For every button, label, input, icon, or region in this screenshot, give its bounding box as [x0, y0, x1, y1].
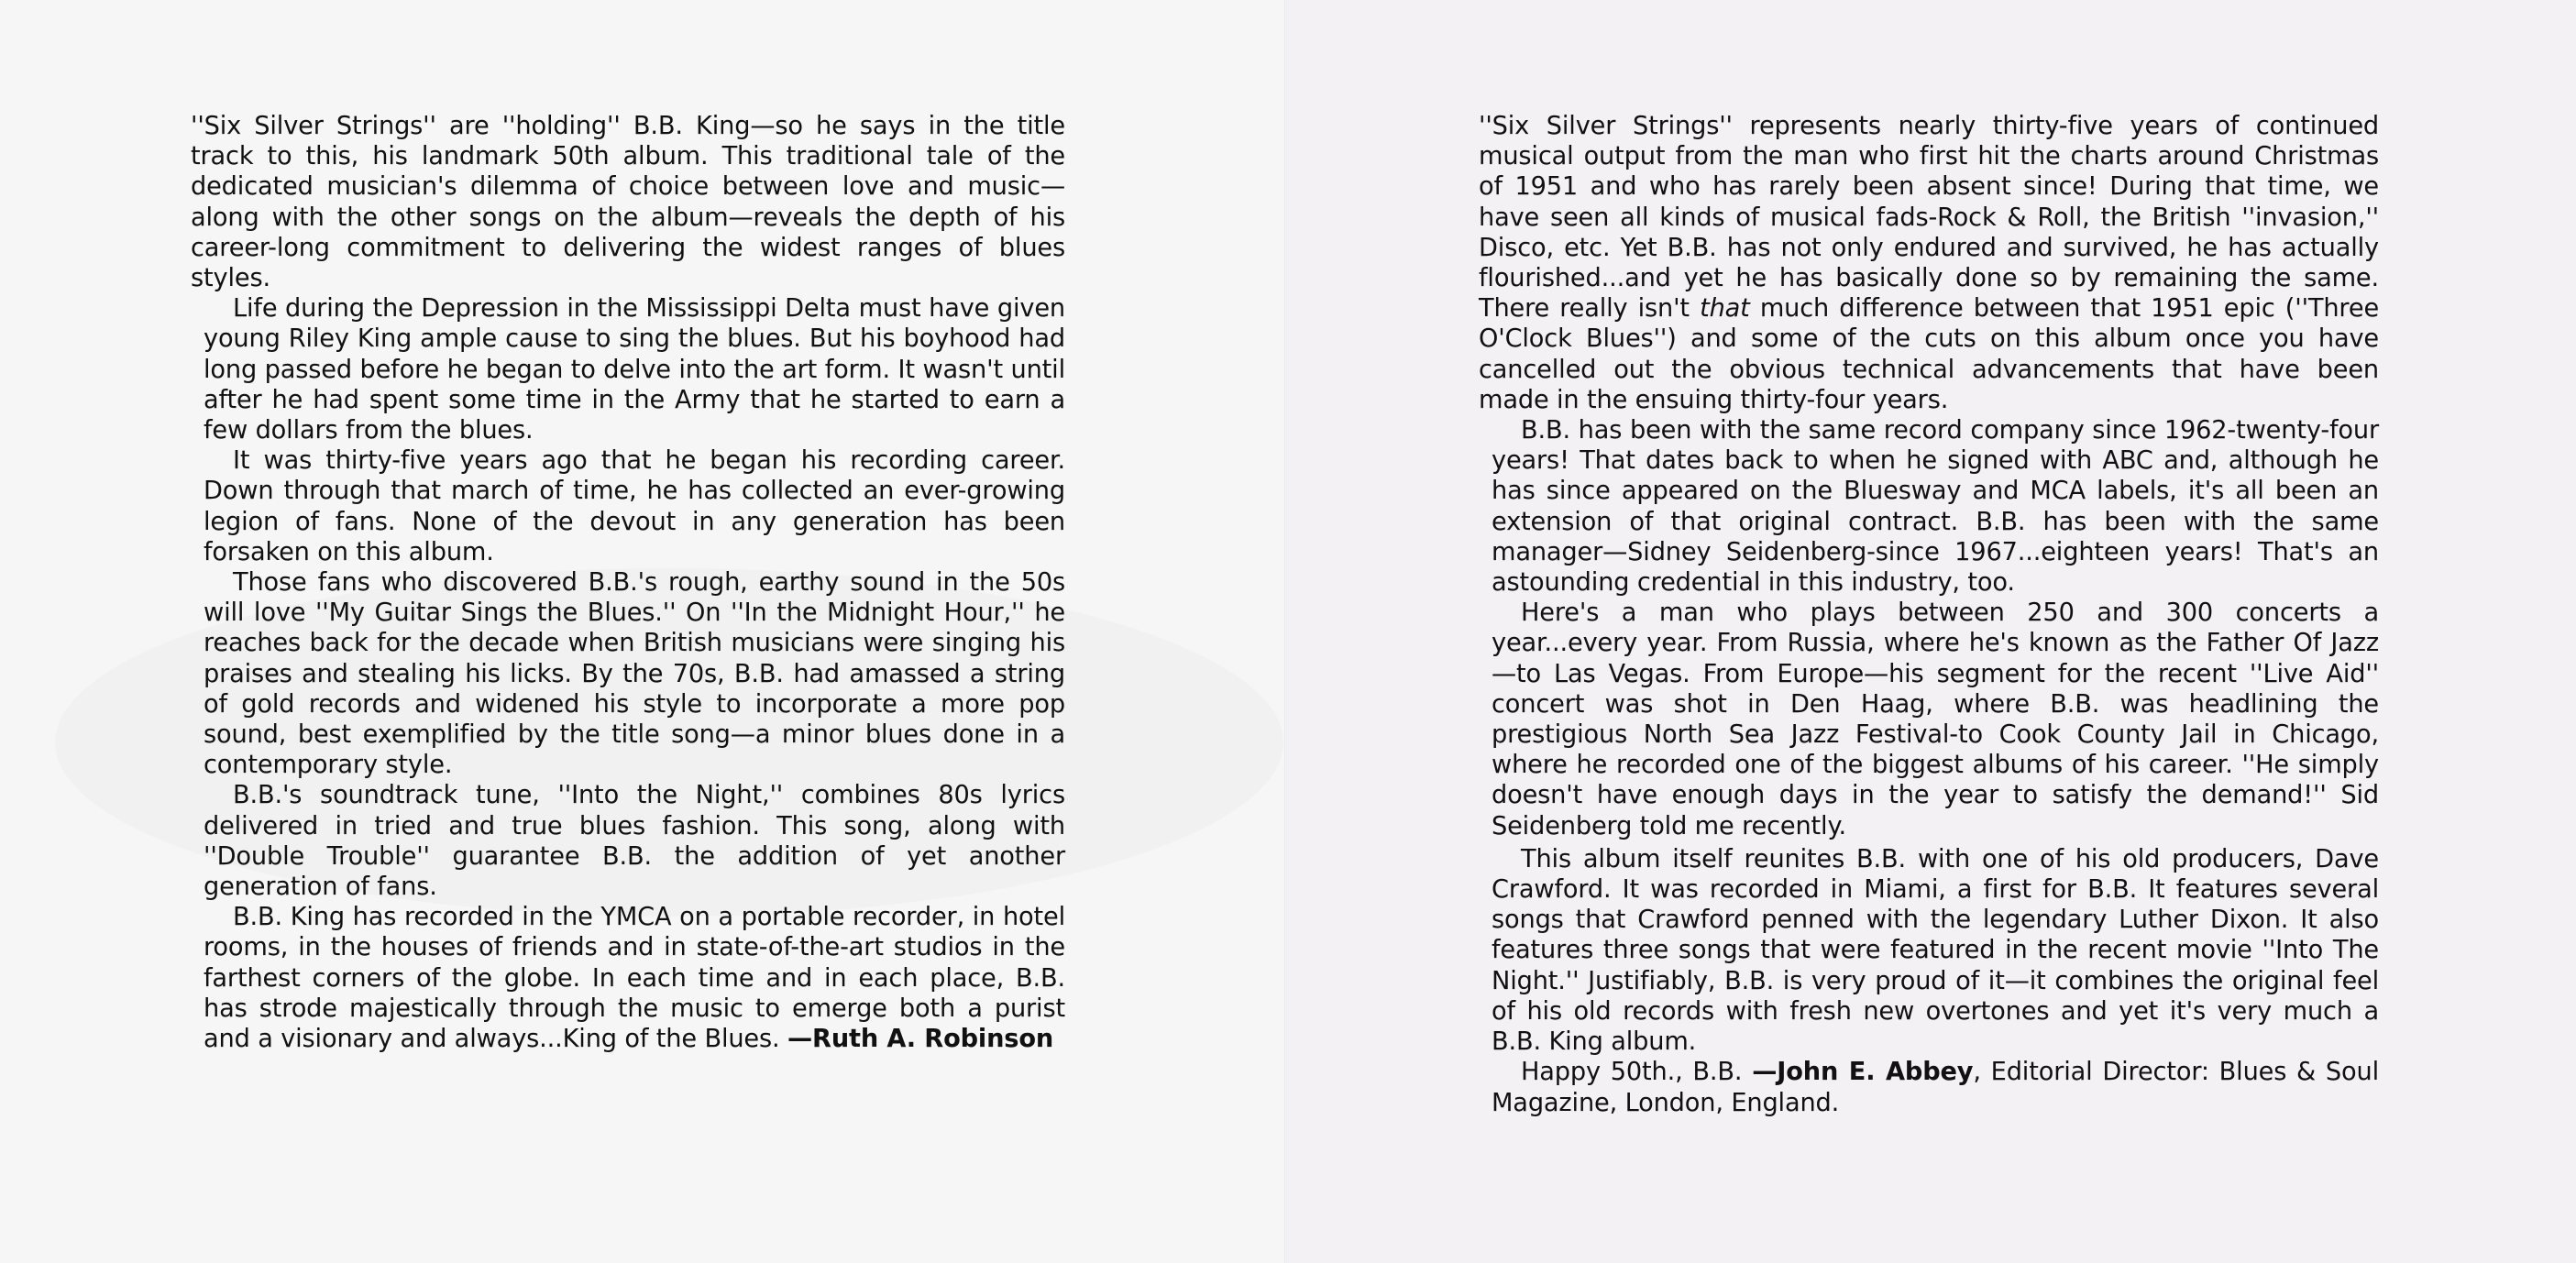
right-liner-notes	[1479, 111, 2380, 1118]
left-paragraph-4: Those fans who discovered B.B.'s rough, earthy sound in the 50s will love ''My Guitar Sings the Blues.'' On ''In the Midnight Hour,'' he reaches back for the decade when British musicians were singing his praises and stealing his licks. By the 70s, B.B. had amassed a string of gold records and widened his style to incorporate a more pop sound, best exemplified by the title song—a minor blues done in a contemporary style.	[204, 568, 1065, 780]
left-paragraph-1: ''Six Silver Strings'' are ''holding'' B.B. King—so he says in the title track to this, his landmark 50th album. This traditional tale of the dedicated musician's dilemma of choice between love and music—along with the other songs on the album—reveals the depth of his career-long commitment to delivering the widest ranges of blues styles.	[191, 112, 1065, 293]
left-liner-notes	[191, 111, 1065, 1054]
left-paragraph-6	[204, 902, 1065, 1054]
left-paragraph-3: It was thirty-five years ago that he began his recording career. Down through that march of time, he has collected an ever-growing legion of fans. None of the devout in any generation has been forsaken on this album.	[204, 446, 1065, 566]
right-paragraph-1-emphasis: that	[1700, 294, 1750, 324]
right-paragraph-3: Here's a man who plays between 250 and 300 concerts a year...every year. From Russia, where he's known as the Father Of Jazz—to Las Vegas. From Europe—his segment for the recent ''Live Aid'' concert was shot in Den Haag, where B.B. was headlining the prestigious North Sea Jazz Festival-to Cook County Jail in Chicago, where he recorded one of the biggest albums of his career. ''He simply doesn't have enough days in the year to satisfy the demand!'' Sid Seidenberg told me recently.	[1492, 599, 2379, 840]
right-paragraph-2: B.B. has been with the same record company since 1962-twenty-four years! That dates back to when he signed with ABC and, although he has since appeared on the Bluesway and MCA labels, it's all been an extension of that original contract. B.B. has been with the same manager—Sidney Seidenberg-since 1967...eighteen years! That's an astounding credential in this industry, too.	[1492, 416, 2379, 598]
right-paragraph-5-lead: Happy 50th., B.B.	[1521, 1058, 1743, 1087]
author-signature-robinson: —Ruth A. Robinson	[787, 1025, 1054, 1054]
right-paragraph-1-text: ''Six Silver Strings'' represents nearly thirty-five years of continued musical output from the man who first hit the charts around Christmas of 1951 and who has rarely been absent since! During that time, we have seen all kinds of musical fads-Rock & Roll, the British ''invasion,'' Disco, etc. Yet B.B. has not only endured and survived, he has actually flourished...and yet he has basically done so by remaining the same. There really isn't	[1479, 112, 2379, 324]
author-signature-abbey: —John E. Abbey	[1752, 1058, 1974, 1087]
left-paragraph-5: B.B.'s soundtrack tune, ''Into the Night,'' combines 80s lyrics delivered in tried and true blues fashion. This song, along with ''Double Trouble'' guarantee B.B. the addition of yet another generation of fans.	[204, 781, 1065, 902]
left-paragraph-2: Life during the Depression in the Mississippi Delta must have given young Riley King ample cause to sing the blues. But his boyhood had long passed before he began to delve into the art form. It wasn't until after he had spent some time in the Army that he started to earn a few dollars from the blues.	[204, 294, 1065, 445]
right-paragraph-4: This album itself reunites B.B. with one of his old producers, Dave Crawford. It was recorded in Miami, a first for B.B. It features several songs that Crawford penned with the legendary Luther Dixon. It also features three songs that were featured in the recent movie ''Into The Night.'' Justifiably, B.B. is very proud of it—it combines the original feel of his old records with fresh new overtones and yet it's very much a B.B. King album.	[1492, 844, 2379, 1057]
right-paragraph-1-rest: much difference between that 1951 epic (''Three O'Clock Blues'') and some of the cuts on this album once you have cancelled out the obvious technical advancements that have been made in the ensuing thirty-four years.	[1479, 294, 2380, 414]
right-paragraph-1	[1479, 111, 2379, 415]
left-paragraph-6-text: B.B. King has recorded in the YMCA on a portable recorder, in hotel rooms, in the houses of friends and in state-of-the-art studios in the farthest corners of the globe. In each time and in each place, B.B. has strode majestically through the music to emerge both a purist and a visionary and always...King of the Blues.	[204, 903, 1065, 1054]
page-fold	[1284, 0, 1287, 1263]
right-paragraph-5	[1492, 1057, 2379, 1117]
right-paragraph-5-tail: , Editorial Director: Blues & Soul Magazine, London, England.	[1492, 1058, 2379, 1117]
